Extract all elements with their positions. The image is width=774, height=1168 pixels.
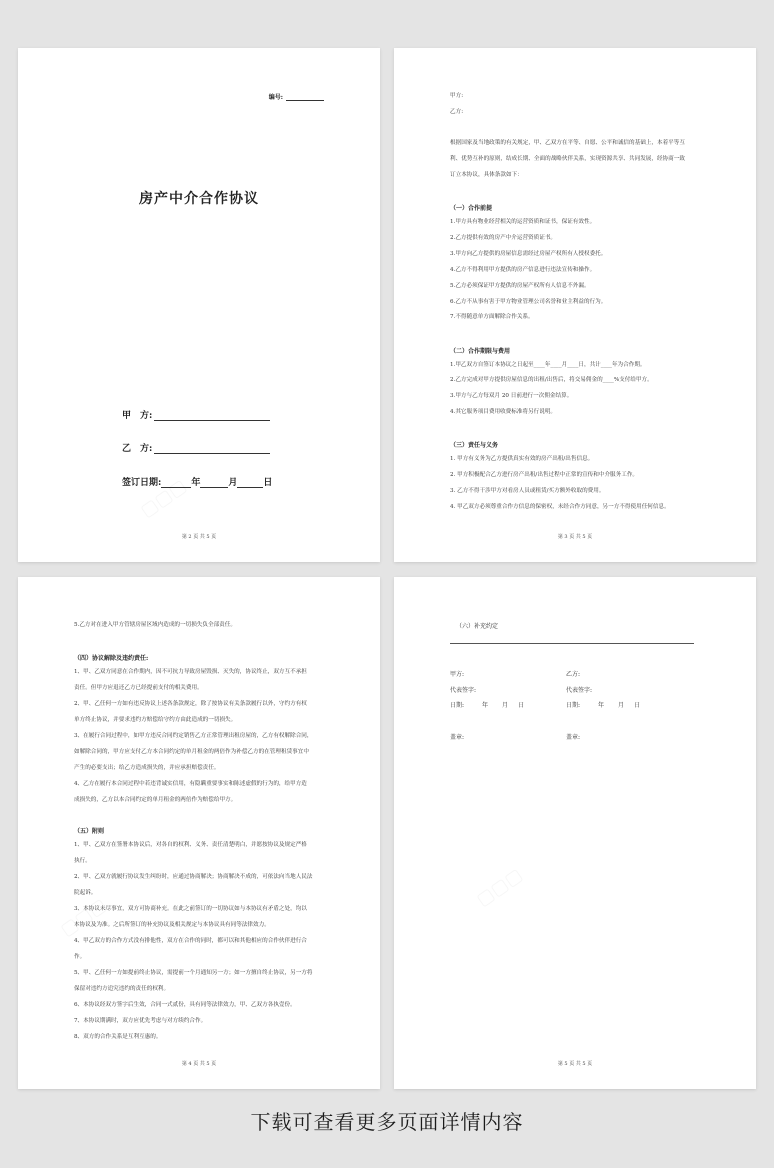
lead-clause: 5.乙方对在进入甲方管辖房屋区域内造成的一切损失负全部责任。	[74, 622, 236, 628]
party-b-rep-sign: 代表签字:	[566, 687, 593, 694]
party-b-seal: 盖章:	[566, 734, 581, 741]
party-a-sign-label: 甲方:	[450, 671, 465, 678]
list-item: 5.乙方必须保证甲方提供的房屋产权所有人信息不外漏。	[450, 283, 590, 289]
document-page-5	[394, 577, 756, 1089]
list-item: 3. 乙方不得干涉甲方对看房人员或租赁/买方额外收取的费用。	[450, 488, 605, 494]
list-item: 7.不得随意单方面解除合作关系。	[450, 314, 534, 320]
supplement-line	[450, 643, 694, 644]
section-1-title: （一）合作前提	[450, 205, 493, 212]
party-a-seal: 盖章:	[450, 734, 465, 741]
list-item: 6.乙方不从事有害于甲方物业管理公司名誉和业主利益的行为。	[450, 299, 607, 305]
party-b-date: 日期: 年 月 日	[566, 702, 641, 709]
document-page-cover	[18, 48, 380, 562]
party-a-line	[154, 411, 270, 421]
section-2-title: （二）合作期限与费用	[450, 348, 511, 355]
section-4-body: 1、甲、乙双方同意在合作期内，因不可抗力导致房屋毁损、灭失的，协议终止，双方互不承担 责任。但甲方应退还乙方已经提前支付的相关费用。 2、甲、乙任何一方如有违反协议上述各条款规定，除了按协议有关条款履行以外，守约方有权 单方终止协议，并要求违约方赔偿给守约方由此造成的一切损失。 3、在履行合同过程中，如甲方违反合同约定销售乙方正常管理出租房屋的，乙方有权解除合同， 如解除合同的，甲方应支付乙方本合同约定的单月租金的两倍作为补偿乙方的在管理租赁事宜中 产生的必要支出；给乙方造成损失的，并应承担赔偿责任。 4、乙方在履行本合同过程中若违背诚实信用，有隐瞒重要事实和陈述虚假的行为的，给甲方造 成损失的，乙方以本合同约定的单月租金的两倍作为赔偿给甲方。	[74, 669, 313, 803]
list-item: 4. 甲乙双方必须尊重合作方信息的保密权，未经合作方同意，另一方不得使用任何信息。	[450, 504, 670, 510]
party-b-sign-label: 乙方:	[566, 671, 581, 678]
section-3-title: （三）责任与义务	[450, 442, 499, 449]
list-item: 4.其它服务项目费用收费标准将另行说明。	[450, 409, 557, 415]
party-b-line	[154, 444, 270, 454]
list-item: 3.甲方向乙方提供的房屋信息需经过房屋产权所有人授权委托。	[450, 251, 607, 257]
list-item: 1. 甲方有义务为乙方提供真实有效的房产出租/出售信息。	[450, 456, 594, 462]
list-item: 4.乙方不得利用甲方提供的房产信息进行违法宣传和操作。	[450, 267, 596, 273]
list-item: 2.乙方提供有效的房产中介运营资质证书。	[450, 235, 557, 241]
party-a-date: 日期: 年 月 日	[450, 702, 525, 709]
page-footer: 第 5 页 共 5 页	[557, 1061, 593, 1067]
list-item: 3.甲方与乙方每双月 20 日前进行一次佣金结算。	[450, 393, 573, 399]
sign-date-field: 签订日期: 年 月 日	[122, 478, 273, 488]
section-6-title: （六）补充约定	[456, 623, 499, 630]
page-footer: 第 3 页 共 5 页	[557, 534, 593, 540]
contract-number-line	[286, 94, 324, 101]
contract-number-field: 编号:	[269, 92, 324, 101]
contract-title: 房产中介合作协议	[139, 191, 259, 207]
party-b-field: 乙 方:	[122, 441, 270, 454]
list-item: 1.甲乙双方自签订本协议之日起至____年____月____日，共计____年为合作期。	[450, 362, 646, 368]
list-item: 2.乙方完成对甲方提供房屋信息的出租/出售后，将交易佣金的____%支付给甲方。	[450, 377, 653, 383]
document-page-3	[394, 48, 756, 562]
party-a-field: 甲 方:	[122, 408, 270, 421]
list-item: 2. 甲方积极配合乙方进行房产出租/出售过程中正常的宣传和中介服务工作。	[450, 472, 639, 478]
download-caption: 下载可查看更多页面详情内容	[250, 1110, 524, 1134]
intro-paragraph: 根据国家及当地政策的有关规定，甲、乙双方在平等、自愿、公平和诚信的基础上，本着平等互 利、优势互补的原则，结成长期、全面的战略伙伴关系，实现资源共享、共同发展，经协商一致 订立本协议，具体条款如下：	[450, 140, 685, 178]
party-a-label: 甲方:	[450, 93, 464, 99]
page-footer: 第 4 页 共 5 页	[181, 1061, 217, 1067]
section-5-title: （五）附则	[74, 828, 105, 835]
party-a-rep-sign: 代表签字:	[450, 687, 477, 694]
section-5-body: 1、甲、乙双方在签署本协议后，对各自的权利、义务、责任清楚明白，并愿按协议及规定严格 执行。 2、甲、乙双方就履行协议发生纠纷时，应通过协商解决；协商解决不成的，可依法向当地人民法 院起诉。 3、本协议未尽事宜，双方可协商补充。在此之前签订的一切协议如与本协议有矛盾之处，均以 本协议及为准。之后所签订的补充协议及相关规定与本协议具有同等法律效力。 4、甲乙双方的合作方式没有排他性，双方在合作的同时，都可以和其他相应的合作伙伴进行合 作。 5、甲、乙任何一方如提前终止协议，需提前一个月通知另一方；如一方擅自终止协议，另一方将 保留对违约方追究违约的责任的权利。 6、本协议经双方签字后生效，合同一式贰份，具有同等法律效力，甲、乙双方各执壹份。 7、本协议期满时，双方应优先考虑与对方续约合作。 8、双方的合作关系是互利互惠的。	[74, 842, 313, 1040]
page-footer: 第 2 页 共 5 页	[181, 534, 217, 540]
list-item: 1.甲方具有物业经营相关的运营资质和证书，保证有效性。	[450, 219, 596, 225]
section-4-title: （四）协议解除及违约责任:	[74, 655, 149, 662]
document-page-4	[18, 577, 380, 1089]
party-b-label: 乙方:	[450, 109, 464, 115]
